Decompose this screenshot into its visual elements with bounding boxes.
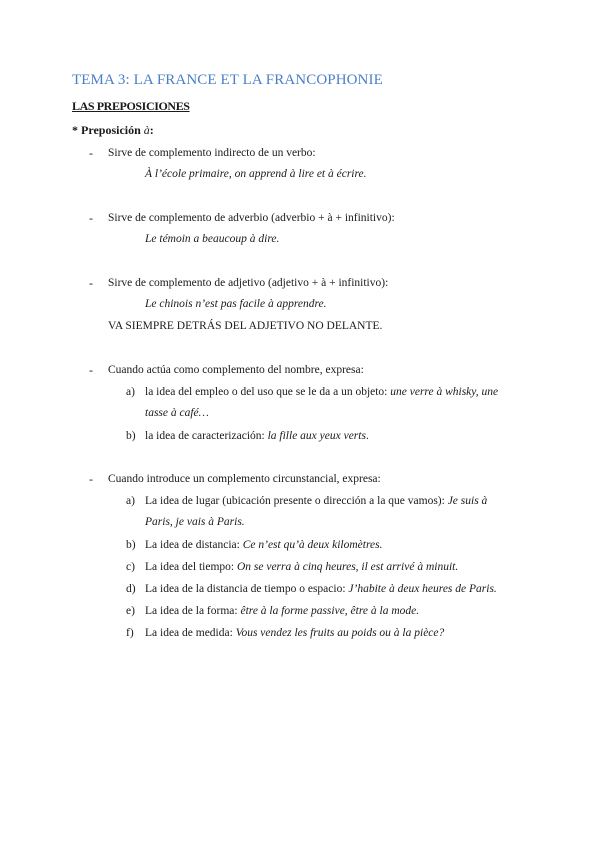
list-marker: b)	[126, 430, 136, 442]
page-title: TEMA 3: LA FRANCE ET LA FRANCOPHONIE	[72, 72, 383, 88]
circumstantial-place	[145, 493, 487, 509]
list-marker: f)	[126, 627, 134, 639]
list-marker: a)	[126, 386, 135, 398]
example-adjective-complement: Le chinois n’est pas facile à apprendre.	[145, 298, 327, 310]
preposition-heading	[72, 123, 154, 138]
circumstantial-distance	[145, 537, 383, 553]
rule-circumstantial-complement: Cuando introduce un complemento circunstancial, expresa:	[108, 473, 381, 485]
circumstantial-measure	[145, 625, 444, 641]
example-indirect-complement: À l’école primaire, on apprend à lire et à écrire.	[145, 168, 367, 180]
bullet-dash: -	[89, 363, 93, 377]
rule-indirect-complement: Sirve de complemento indirecto de un verbo:	[108, 147, 316, 159]
item-example: J’habite à deux heures de Paris.	[348, 583, 497, 595]
preposition-word: à	[143, 123, 150, 137]
item-text: La idea de distancia:	[145, 539, 243, 551]
bullet-dash: -	[89, 211, 93, 225]
item-example: une verre à whisky, une	[390, 386, 499, 398]
rule-adverb-complement: Sirve de complemento de adverbio (adverbio + à + infinitivo):	[108, 212, 395, 224]
item-text: la idea del empleo o del uso que se le da a un objeto:	[145, 386, 391, 398]
section-subtitle: LAS PREPOSICIONES	[72, 99, 190, 113]
item-example: Je suis à	[447, 495, 488, 507]
noun-complement-characterization	[145, 428, 369, 444]
list-marker: a)	[126, 495, 135, 507]
item-example: On se verra à cinq heures, il est arrivé à minuit.	[236, 561, 459, 573]
item-text: la idea de caracterización:	[145, 430, 268, 442]
list-marker: d)	[126, 583, 136, 595]
list-marker: e)	[126, 605, 135, 617]
item-text: La idea de lugar (ubicación presente o dirección a la que vamos):	[145, 495, 448, 507]
preposition-heading-colon: :	[149, 123, 154, 137]
bullet-dash: -	[89, 472, 93, 486]
adjective-note: VA SIEMPRE DETRÁS DEL ADJETIVO NO DELANTE.	[108, 320, 383, 332]
circumstantial-time	[145, 559, 458, 575]
item-example-continued: tasse à café…	[145, 407, 209, 419]
rule-adjective-complement: Sirve de complemento de adjetivo (adjetivo + à + infinitivo):	[108, 277, 389, 289]
noun-complement-use	[145, 384, 498, 400]
item-example: être à la forme passive, être à la mode.	[240, 605, 420, 617]
list-marker: b)	[126, 539, 136, 551]
bullet-dash: -	[89, 276, 93, 290]
item-example: Ce n’est qu’à deux kilomètres.	[242, 539, 383, 551]
item-example: Vous vendez les fruits au poids ou à la pièce?	[235, 627, 445, 639]
item-text: La idea de medida:	[145, 627, 236, 639]
item-text: La idea de la distancia de tiempo o espacio:	[145, 583, 349, 595]
example-adverb-complement: Le témoin a beaucoup à dire.	[145, 233, 280, 245]
bullet-dash: -	[89, 146, 93, 160]
item-text: La idea del tiempo:	[145, 561, 237, 573]
circumstantial-time-space-distance	[145, 581, 497, 597]
item-text: La idea de la forma:	[145, 605, 241, 617]
item-example-continued: Paris, je vais à Paris.	[145, 516, 245, 528]
rule-noun-complement: Cuando actúa como complemento del nombre, expresa:	[108, 364, 364, 376]
circumstantial-form	[145, 603, 419, 619]
list-marker: c)	[126, 561, 135, 573]
item-end: .	[365, 430, 369, 442]
preposition-heading-label: * Preposición	[72, 123, 144, 137]
item-example: la fille aux yeux verts	[267, 430, 366, 442]
